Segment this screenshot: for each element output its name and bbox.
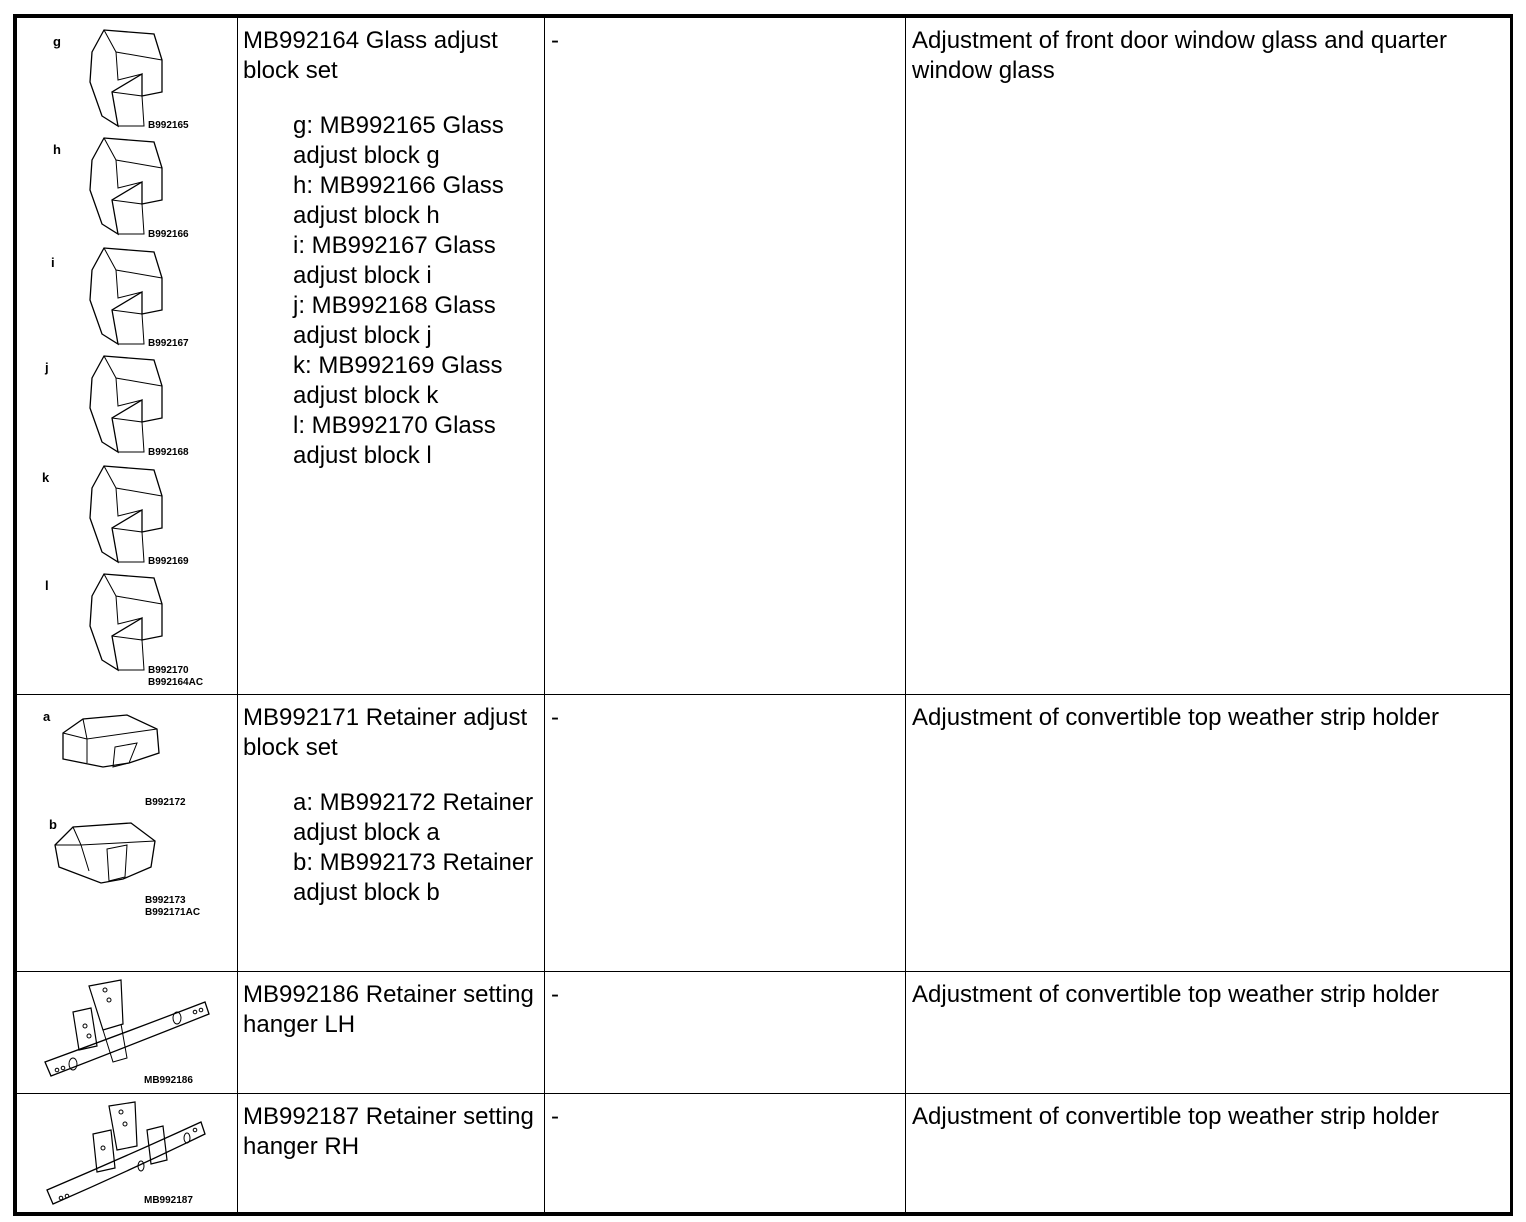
special-tools-table-frame xyxy=(13,14,1513,1216)
supersession-value: - xyxy=(551,27,559,54)
illustration-cell xyxy=(17,1094,238,1213)
block-letter-j: j xyxy=(45,360,49,375)
application-text: Adjustment of convertible top weather strip holder xyxy=(912,1103,1439,1130)
table-row xyxy=(17,1094,1511,1213)
application-cell xyxy=(906,695,1511,972)
illustration-cell xyxy=(17,695,238,972)
sub-item: a: MB992172 Retainer adjust block a xyxy=(293,789,534,846)
block-code-l: B992170 xyxy=(148,665,189,676)
tool-cell xyxy=(238,18,545,695)
retainer-hanger-lh-illustration xyxy=(17,972,238,1093)
block-letter-g: g xyxy=(53,34,61,49)
sub-item: b: MB992173 Retainer adjust block b xyxy=(293,849,534,906)
application-cell xyxy=(906,1094,1511,1213)
tool-name: MB992164 Glass adjust block set xyxy=(243,27,498,84)
retainer-adjust-blocks-illustration xyxy=(17,695,238,971)
tool-cell xyxy=(238,972,545,1094)
sub-item-list xyxy=(243,788,544,908)
glass-block-i-drawing xyxy=(90,248,162,344)
block-letter-a: a xyxy=(43,709,51,724)
block-code-g: B992165 xyxy=(148,120,189,131)
block-letter-l: l xyxy=(45,578,49,593)
block-letter-b: b xyxy=(49,817,57,832)
glass-block-k-drawing xyxy=(90,466,162,562)
application-text: Adjustment of convertible top weather strip holder xyxy=(912,704,1439,731)
tool-name: MB992187 Retainer setting hanger RH xyxy=(243,1103,534,1160)
glass-block-g-drawing xyxy=(90,30,162,126)
illustration-cell xyxy=(17,18,238,695)
figure-code: MB992187 xyxy=(144,1195,193,1206)
special-tools-table xyxy=(16,17,1511,1213)
block-code-a: B992172 xyxy=(145,797,186,808)
block-code-b: B992173 xyxy=(145,895,186,906)
tool-name: MB992171 Retainer adjust block set xyxy=(243,704,528,761)
figure-code: B992171AC xyxy=(145,907,201,918)
application-text: Adjustment of convertible top weather strip holder xyxy=(912,981,1439,1008)
application-text: Adjustment of front door window glass and quarter window glass xyxy=(912,27,1447,84)
supersession-value: - xyxy=(551,981,559,1008)
sub-item: l: MB992170 Glass adjust block l xyxy=(293,412,496,469)
supersession-cell xyxy=(545,695,906,972)
retainer-hanger-rh-illustration xyxy=(17,1094,238,1212)
block-letter-k: k xyxy=(42,470,50,485)
block-letter-h: h xyxy=(53,142,61,157)
supersession-value: - xyxy=(551,1103,559,1130)
figure-code: MB992186 xyxy=(144,1075,193,1086)
sub-item: k: MB992169 Glass adjust block k xyxy=(293,352,503,409)
sub-item-list xyxy=(243,111,544,471)
sub-item: i: MB992167 Glass adjust block i xyxy=(293,232,496,289)
supersession-cell xyxy=(545,1094,906,1213)
supersession-value: - xyxy=(551,704,559,731)
retainer-block-a-drawing xyxy=(63,715,159,767)
tool-cell xyxy=(238,1094,545,1213)
block-code-j: B992168 xyxy=(148,447,189,458)
supersession-cell xyxy=(545,972,906,1094)
table-row xyxy=(17,972,1511,1094)
sub-item: g: MB992165 Glass adjust block g xyxy=(293,112,504,169)
block-code-h: B992166 xyxy=(148,229,189,240)
illustration-cell xyxy=(17,972,238,1094)
sub-item: h: MB992166 Glass adjust block h xyxy=(293,172,504,229)
supersession-cell xyxy=(545,18,906,695)
sub-item: j: MB992168 Glass adjust block j xyxy=(293,292,496,349)
tool-name: MB992186 Retainer setting hanger LH xyxy=(243,981,534,1038)
table-row xyxy=(17,18,1511,695)
retainer-block-b-drawing xyxy=(55,823,155,883)
glass-block-h-drawing xyxy=(90,138,162,234)
block-code-i: B992167 xyxy=(148,338,189,349)
application-cell xyxy=(906,972,1511,1094)
tool-cell xyxy=(238,695,545,972)
figure-code: B992164AC xyxy=(148,677,204,688)
application-cell xyxy=(906,18,1511,695)
glass-block-l-drawing xyxy=(90,574,162,670)
glass-adjust-blocks-illustration xyxy=(17,18,238,694)
glass-block-j-drawing xyxy=(90,356,162,452)
table-row xyxy=(17,695,1511,972)
block-letter-i: i xyxy=(51,255,55,270)
block-code-k: B992169 xyxy=(148,556,189,567)
